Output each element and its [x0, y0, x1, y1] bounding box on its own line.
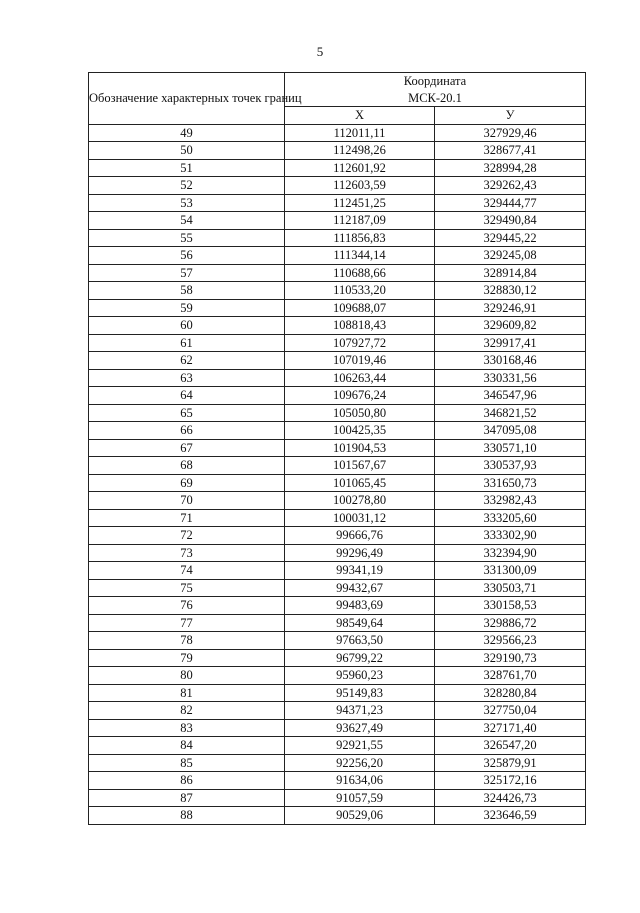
header-row-top — [89, 73, 586, 107]
x-coordinate-cell: 91057,59 — [285, 789, 435, 807]
table-row — [89, 194, 586, 212]
x-coordinate-cell: 99341,19 — [285, 562, 435, 580]
x-coordinate-cell: 101065,45 — [285, 474, 435, 492]
point-number-cell: 50 — [89, 142, 285, 160]
point-number-cell: 58 — [89, 282, 285, 300]
y-coordinate-cell: 326547,20 — [435, 737, 586, 755]
x-coordinate-cell: 90529,06 — [285, 807, 435, 825]
point-number-cell: 87 — [89, 789, 285, 807]
y-coordinate-cell: 333205,60 — [435, 509, 586, 527]
x-coordinate-cell: 112498,26 — [285, 142, 435, 160]
x-coordinate-cell: 94371,23 — [285, 702, 435, 720]
x-coordinate-cell: 93627,49 — [285, 719, 435, 737]
y-coordinate-cell: 328914,84 — [435, 264, 586, 282]
point-number-cell: 80 — [89, 667, 285, 685]
x-coordinate-cell: 110688,66 — [285, 264, 435, 282]
y-coordinate-cell: 329445,22 — [435, 229, 586, 247]
point-number-cell: 85 — [89, 754, 285, 772]
table-row — [89, 544, 586, 562]
y-coordinate-cell: 330331,56 — [435, 369, 586, 387]
table-row — [89, 667, 586, 685]
point-number-cell: 54 — [89, 212, 285, 230]
x-coordinate-cell: 100278,80 — [285, 492, 435, 510]
table-row — [89, 597, 586, 615]
x-coordinate-cell: 112011,11 — [285, 124, 435, 142]
point-number-cell: 72 — [89, 527, 285, 545]
point-number-cell: 60 — [89, 317, 285, 335]
table-row — [89, 387, 586, 405]
point-number-cell: 82 — [89, 702, 285, 720]
table-row — [89, 527, 586, 545]
y-coordinate-cell: 323646,59 — [435, 807, 586, 825]
y-coordinate-cell: 328830,12 — [435, 282, 586, 300]
table-row — [89, 124, 586, 142]
y-coordinate-cell: 347095,08 — [435, 422, 586, 440]
table-row — [89, 212, 586, 230]
page-number: 5 — [316, 44, 324, 59]
point-number-cell: 49 — [89, 124, 285, 142]
point-number-cell: 52 — [89, 177, 285, 195]
y-coordinate-cell: 346821,52 — [435, 404, 586, 422]
point-number-cell: 65 — [89, 404, 285, 422]
table-row — [89, 422, 586, 440]
table-header — [89, 73, 586, 125]
table-row — [89, 579, 586, 597]
table-row — [89, 509, 586, 527]
x-coordinate-cell: 100031,12 — [285, 509, 435, 527]
y-coordinate-cell: 327750,04 — [435, 702, 586, 720]
point-number-cell: 51 — [89, 159, 285, 177]
point-number-cell: 53 — [89, 194, 285, 212]
table-row — [89, 369, 586, 387]
table-row — [89, 439, 586, 457]
x-coordinate-cell: 95960,23 — [285, 667, 435, 685]
y-coordinate-cell: 329246,91 — [435, 299, 586, 317]
table-row — [89, 352, 586, 370]
y-coordinate-cell: 324426,73 — [435, 789, 586, 807]
point-number-cell: 84 — [89, 737, 285, 755]
y-coordinate-cell: 329444,77 — [435, 194, 586, 212]
y-coordinate-cell: 328280,84 — [435, 684, 586, 702]
point-number-cell: 79 — [89, 649, 285, 667]
table-row — [89, 229, 586, 247]
point-number-cell: 74 — [89, 562, 285, 580]
table-row — [89, 754, 586, 772]
table-row — [89, 282, 586, 300]
x-coordinate-cell: 99666,76 — [285, 527, 435, 545]
x-coordinate-cell: 109688,07 — [285, 299, 435, 317]
y-coordinate-cell: 329490,84 — [435, 212, 586, 230]
table-row — [89, 632, 586, 650]
coordinates-table — [88, 72, 586, 825]
table-row — [89, 334, 586, 352]
x-coordinate-cell: 112603,59 — [285, 177, 435, 195]
coordinate-header — [285, 73, 586, 107]
table-row — [89, 317, 586, 335]
y-coordinate-cell: 329917,41 — [435, 334, 586, 352]
y-coordinate-cell: 329190,73 — [435, 649, 586, 667]
table-row — [89, 719, 586, 737]
point-number-cell: 71 — [89, 509, 285, 527]
point-number-cell: 66 — [89, 422, 285, 440]
table-row — [89, 474, 586, 492]
table-row — [89, 142, 586, 160]
y-coordinate-cell: 332982,43 — [435, 492, 586, 510]
table-row — [89, 789, 586, 807]
table-row — [89, 649, 586, 667]
x-coordinate-cell: 96799,22 — [285, 649, 435, 667]
table-row — [89, 264, 586, 282]
point-number-cell: 62 — [89, 352, 285, 370]
point-number-cell: 88 — [89, 807, 285, 825]
point-number-cell: 70 — [89, 492, 285, 510]
x-coordinate-cell: 98549,64 — [285, 614, 435, 632]
point-number-cell: 69 — [89, 474, 285, 492]
point-number-cell: 56 — [89, 247, 285, 265]
y-coordinate-cell: 330503,71 — [435, 579, 586, 597]
point-number-cell: 77 — [89, 614, 285, 632]
coordinate-system-label: МСК-20.1 — [408, 90, 462, 105]
y-coordinate-cell: 325172,16 — [435, 772, 586, 790]
table-row — [89, 404, 586, 422]
x-coordinate-cell: 101567,67 — [285, 457, 435, 475]
y-coordinate-cell: 329609,82 — [435, 317, 586, 335]
table-row — [89, 159, 586, 177]
table-row — [89, 562, 586, 580]
point-number-cell: 67 — [89, 439, 285, 457]
y-coordinate-cell: 331650,73 — [435, 474, 586, 492]
y-coordinate-cell: 346547,96 — [435, 387, 586, 405]
x-coordinate-cell: 111344,14 — [285, 247, 435, 265]
table-row — [89, 737, 586, 755]
table-row — [89, 299, 586, 317]
y-coordinate-cell: 330168,46 — [435, 352, 586, 370]
x-coordinate-cell: 108818,43 — [285, 317, 435, 335]
table-row — [89, 247, 586, 265]
point-number-cell: 73 — [89, 544, 285, 562]
x-coordinate-cell: 109676,24 — [285, 387, 435, 405]
y-column-header: У — [435, 107, 586, 125]
x-coordinate-cell: 107019,46 — [285, 352, 435, 370]
point-number-cell: 63 — [89, 369, 285, 387]
point-number-cell: 76 — [89, 597, 285, 615]
point-number-cell: 64 — [89, 387, 285, 405]
y-coordinate-cell: 329262,43 — [435, 177, 586, 195]
x-coordinate-cell: 112187,09 — [285, 212, 435, 230]
x-coordinate-cell: 112601,92 — [285, 159, 435, 177]
table-row — [89, 702, 586, 720]
y-coordinate-cell: 330158,53 — [435, 597, 586, 615]
x-coordinate-cell: 95149,83 — [285, 684, 435, 702]
x-coordinate-cell: 92256,20 — [285, 754, 435, 772]
y-coordinate-cell: 328761,70 — [435, 667, 586, 685]
y-coordinate-cell: 330537,93 — [435, 457, 586, 475]
table-row — [89, 684, 586, 702]
point-number-cell: 83 — [89, 719, 285, 737]
point-number-cell: 57 — [89, 264, 285, 282]
point-number-cell: 68 — [89, 457, 285, 475]
table-body — [89, 124, 586, 824]
x-coordinate-cell: 101904,53 — [285, 439, 435, 457]
point-number-cell: 61 — [89, 334, 285, 352]
point-column-header: Обозначение характерных точек границ — [89, 73, 285, 125]
x-coordinate-cell: 99296,49 — [285, 544, 435, 562]
y-coordinate-cell: 329566,23 — [435, 632, 586, 650]
y-coordinate-cell: 327171,40 — [435, 719, 586, 737]
x-coordinate-cell: 97663,50 — [285, 632, 435, 650]
x-coordinate-cell: 91634,06 — [285, 772, 435, 790]
y-coordinate-cell: 327929,46 — [435, 124, 586, 142]
y-coordinate-cell: 325879,91 — [435, 754, 586, 772]
point-number-cell: 81 — [89, 684, 285, 702]
y-coordinate-cell: 328994,28 — [435, 159, 586, 177]
table-row — [89, 807, 586, 825]
y-coordinate-cell: 329886,72 — [435, 614, 586, 632]
x-coordinate-cell: 110533,20 — [285, 282, 435, 300]
table-row — [89, 772, 586, 790]
x-coordinate-cell: 107927,72 — [285, 334, 435, 352]
y-coordinate-cell: 331300,09 — [435, 562, 586, 580]
y-coordinate-cell: 333302,90 — [435, 527, 586, 545]
point-number-cell: 55 — [89, 229, 285, 247]
x-coordinate-cell: 99432,67 — [285, 579, 435, 597]
point-number-cell: 86 — [89, 772, 285, 790]
x-coordinate-cell: 112451,25 — [285, 194, 435, 212]
x-column-header: X — [285, 107, 435, 125]
x-coordinate-cell: 100425,35 — [285, 422, 435, 440]
x-coordinate-cell: 106263,44 — [285, 369, 435, 387]
y-coordinate-cell: 329245,08 — [435, 247, 586, 265]
y-coordinate-cell: 328677,41 — [435, 142, 586, 160]
x-coordinate-cell: 99483,69 — [285, 597, 435, 615]
x-coordinate-cell: 105050,80 — [285, 404, 435, 422]
point-number-cell: 59 — [89, 299, 285, 317]
table-row — [89, 492, 586, 510]
x-coordinate-cell: 111856,83 — [285, 229, 435, 247]
point-number-cell: 78 — [89, 632, 285, 650]
y-coordinate-cell: 332394,90 — [435, 544, 586, 562]
table-row — [89, 177, 586, 195]
y-coordinate-cell: 330571,10 — [435, 439, 586, 457]
table-row — [89, 614, 586, 632]
table-row — [89, 457, 586, 475]
point-number-cell: 75 — [89, 579, 285, 597]
x-coordinate-cell: 92921,55 — [285, 737, 435, 755]
coordinate-label: Координата — [403, 74, 467, 88]
